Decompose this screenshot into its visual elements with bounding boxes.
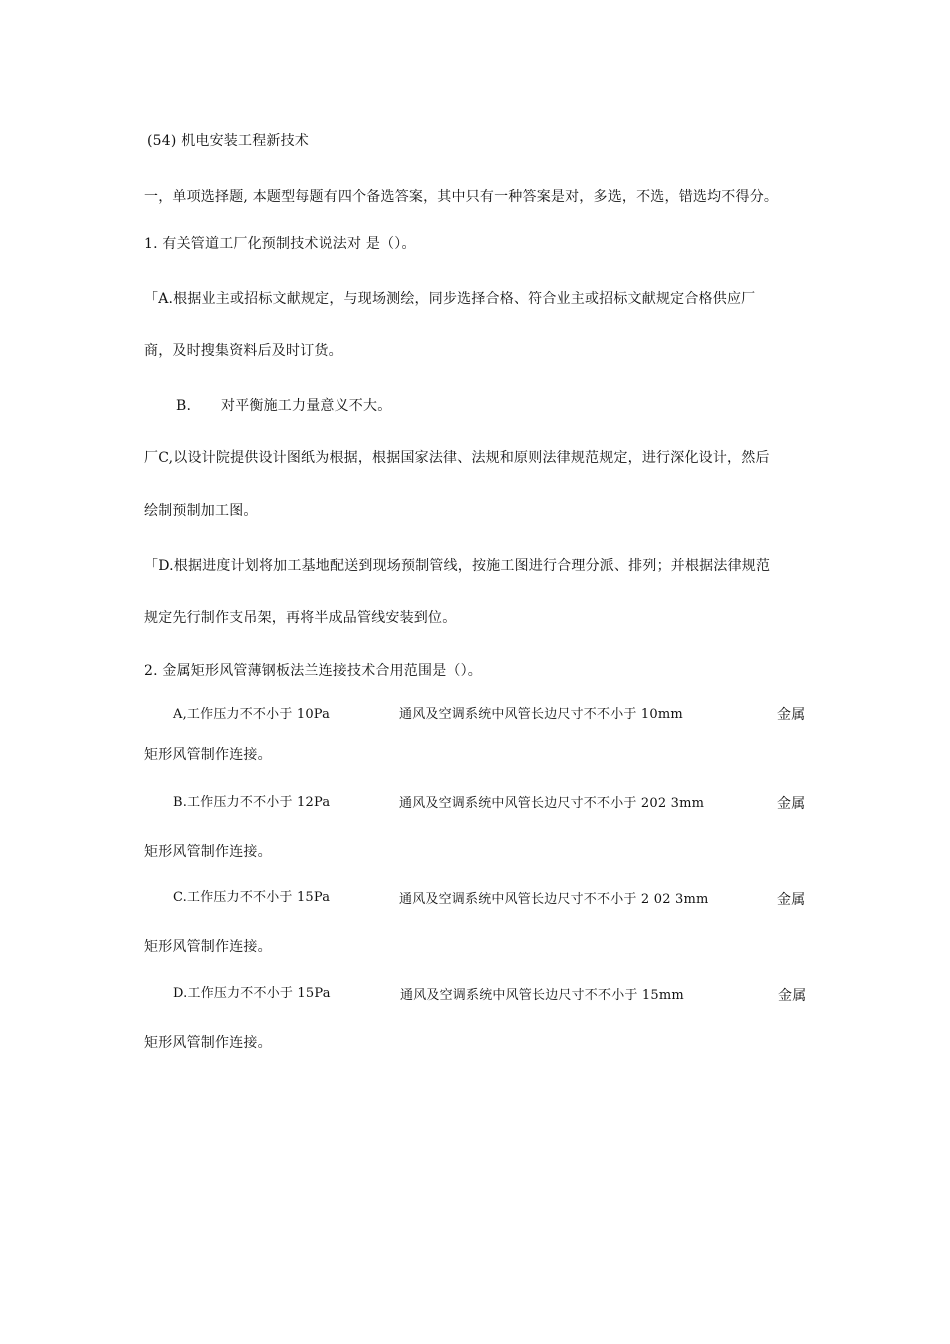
q1-option-a-line1: 「A.根据业主或招标文献规定，与现场测绘，同步选择合格、符合业主或招标文献规定合格供应厂: [144, 291, 756, 307]
instruction-text: 一，单项选择题, 本题型每题有四个备选答案，其中只有一种答案是对，多选，不选，错选均不得分。: [144, 189, 779, 205]
q2-option-b-cont: 矩形风管制作连接。: [144, 844, 272, 860]
q2-option-c-cont: 矩形风管制作连接。: [144, 939, 272, 955]
q2-option-a-cont: 矩形风管制作连接。: [144, 747, 272, 763]
q2-option-d-pressure: D.工作压力不不小于 15Pa: [173, 986, 331, 1001]
q2-option-c-pressure: C.工作压力不不小于 15Pa: [173, 890, 331, 905]
q2-option-b-size: 通风及空调系统中风管长边尺寸不不小于 202 3mm: [399, 796, 705, 811]
q1-option-d-line1: 「D.根据进度计划将加工基地配送到现场预制管线，按施工图进行合理分派、排列；并根据法律规范: [144, 558, 771, 574]
q2-option-d-cont: 矩形风管制作连接。: [144, 1035, 272, 1051]
q2-option-a-tail: 金属: [777, 707, 806, 723]
q2-option-a-size: 通风及空调系统中风管长边尺寸不不小于 10mm: [399, 707, 683, 722]
q2-option-a-pressure: A,工作压力不不小于 10Pa: [173, 707, 331, 722]
q1-option-d-line2: 规定先行制作支吊架，再将半成品管线安装到位。: [144, 610, 457, 626]
question-2-stem: 2. 金属矩形风管薄钢板法兰连接技术合用范围是（）。: [144, 663, 483, 679]
q1-option-b-text: 对平衡施工力量意义不大。: [221, 398, 392, 414]
q2-option-b-tail: 金属: [777, 796, 806, 812]
q2-option-d-tail: 金属: [778, 988, 807, 1004]
question-1-stem: 1. 有关管道工厂化预制技术说法对 是（）。: [144, 236, 416, 252]
q2-option-b-pressure: B.工作压力不不小于 12Pa: [173, 795, 331, 810]
q1-option-c-line2: 绘制预制加工图。: [144, 503, 258, 519]
q2-option-c-size: 通风及空调系统中风管长边尺寸不不小于 2 02 3mm: [399, 892, 709, 907]
q2-option-d-size: 通风及空调系统中风管长边尺寸不不小于 15mm: [400, 988, 684, 1003]
q1-option-b-letter: B.: [176, 398, 192, 414]
q1-option-c-line1: 厂C,以设计院提供设计图纸为根据，根据国家法律、法规和原则法律规范规定，进行深化设计，然后: [144, 450, 770, 466]
section-title: (54) 机电安装工程新技术: [147, 133, 309, 149]
q1-option-a-line2: 商，及时搜集资料后及时订货。: [144, 343, 343, 359]
q2-option-c-tail: 金属: [777, 892, 806, 908]
